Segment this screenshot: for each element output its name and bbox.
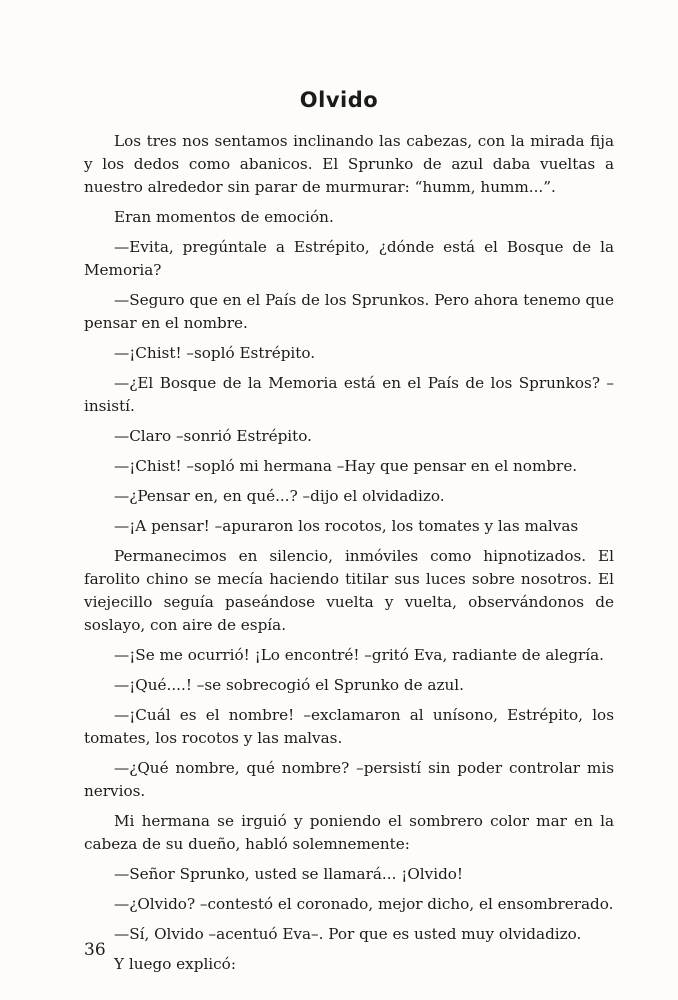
paragraph: Los tres nos sentamos inclinando las cabezas, con la mirada fija y los dedos como abanicos. El Sprunko de azul daba vueltas a nuestro alrededor sin parar de murmurar: “humm, humm...”. — [84, 132, 614, 196]
paragraph: —Evita, pregúntale a Estrépito, ¿dónde está el Bosque de la Memoria? — [84, 238, 614, 279]
page-number: 36 — [84, 940, 106, 960]
paragraph: Mi hermana se irguió y poniendo el sombrero color mar en la cabeza de su dueño, habló solemnemente: — [84, 812, 614, 853]
paragraph: —¡Chist! –sopló Estrépito. — [114, 344, 316, 362]
paragraph: —¡A pensar! –apuraron los rocotos, los tomates y las malvas — [114, 517, 579, 535]
paragraph: Y luego explicó: — [114, 955, 236, 973]
paragraph: Eran momentos de emoción. — [114, 208, 334, 226]
paragraph: —¡Chist! –sopló mi hermana –Hay que pensar en el nombre. — [114, 457, 578, 475]
paragraph: —¿Pensar en, en qué...? –dijo el olvidadizo. — [114, 487, 445, 505]
paragraph: —¿El Bosque de la Memoria está en el País de los Sprunkos? –insistí. — [84, 374, 614, 415]
paragraph: Permanecimos en silencio, inmóviles como hipnotizados. El farolito chino se mecía haciendo titilar sus luces sobre nosotros. El viejecillo seguía paseándose vuelta y vuelta, observándonos de soslayo, con aire de espía. — [84, 547, 614, 634]
paragraph: —¿Olvido? –contestó el coronado, mejor dicho, el ensombrerado. — [114, 895, 614, 913]
paragraph: —Claro –sonrió Estrépito. — [114, 427, 312, 445]
paragraph: —¿Qué nombre, qué nombre? –persistí sin poder controlar mis nervios. — [84, 759, 614, 800]
paragraph: —Sí, Olvido –acentuó Eva–. Por que es usted muy olvidadizo. — [114, 925, 582, 943]
paragraph: —Señor Sprunko, usted se llamará... ¡Olvido! — [114, 865, 464, 883]
paragraph: —¡Qué....! –se sobrecogió el Sprunko de azul. — [114, 676, 464, 694]
paragraph: —¡Se me ocurrió! ¡Lo encontré! –gritó Eva, radiante de alegría. — [114, 646, 604, 664]
paragraph: —¡Cuál es el nombre! –exclamaron al unísono, Estrépito, los tomates, los rocotos y las malvas. — [84, 706, 614, 747]
body-text — [84, 130, 614, 983]
paragraph: —Seguro que en el País de los Sprunkos. Pero ahora tenemo que pensar en el nombre. — [84, 291, 614, 332]
chapter-title: Olvido — [299, 88, 379, 112]
